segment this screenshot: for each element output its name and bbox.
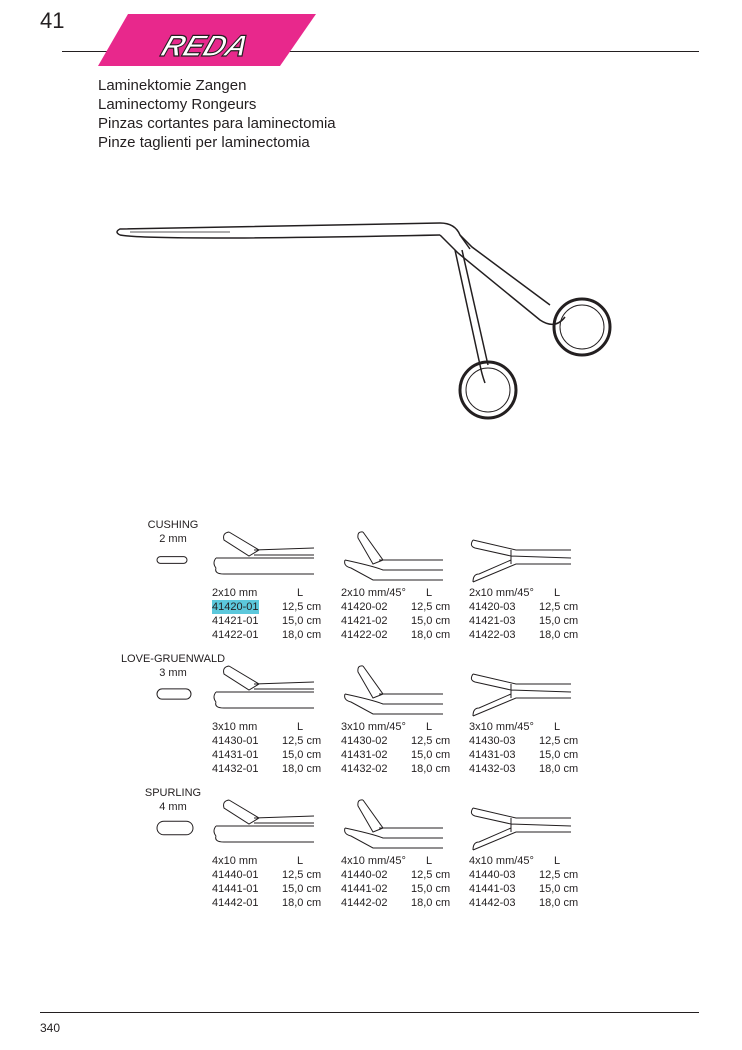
title-english: Laminectomy Rongeurs [98, 96, 257, 113]
length-head: L [554, 855, 561, 867]
title-italian: Pinze taglienti per laminectomia [98, 134, 310, 151]
length-value: 15,0 cm [539, 883, 579, 895]
length-value: 12,5 cm [539, 735, 579, 747]
article-number: 41421-02 [341, 615, 388, 627]
jaw-drawing [343, 530, 447, 586]
column-head: 3x10 mm/45° [469, 721, 534, 733]
article-number: 41430-01 [212, 735, 259, 747]
jaw-drawing [343, 664, 447, 720]
article-number: 41442-02 [341, 897, 388, 909]
length-value: 12,5 cm [282, 869, 322, 881]
length-head: L [426, 587, 433, 599]
column-head: 2x10 mm [212, 587, 258, 599]
article-number: 41430-02 [341, 735, 388, 747]
jaw-drawing [471, 798, 575, 854]
article-number: 41431-02 [341, 749, 388, 761]
length-value: 15,0 cm [539, 749, 579, 761]
length-value: 18,0 cm [411, 763, 451, 775]
title-spanish: Pinzas cortantes para laminectomia [98, 115, 336, 132]
article-number: 41431-03 [469, 749, 516, 761]
article-number: 41441-02 [341, 883, 388, 895]
jaw-drawing [471, 530, 575, 586]
article-number: 41432-03 [469, 763, 516, 775]
section-name: LOVE-GRUENWALD [120, 653, 226, 665]
length-head: L [297, 587, 304, 599]
rongeur-illustration [110, 205, 620, 435]
length-head: L [426, 721, 433, 733]
length-value: 12,5 cm [411, 601, 451, 613]
article-number: 41422-03 [469, 629, 516, 641]
column-head: 4x10 mm/45° [469, 855, 534, 867]
length-head: L [554, 587, 561, 599]
length-head: L [297, 855, 304, 867]
length-value: 12,5 cm [411, 735, 451, 747]
length-value: 15,0 cm [411, 749, 451, 761]
column-head: 4x10 mm [212, 855, 258, 867]
length-value: 18,0 cm [282, 629, 322, 641]
article-number: 41431-01 [212, 749, 259, 761]
length-head: L [554, 721, 561, 733]
jaw-drawing [214, 530, 318, 586]
length-value: 18,0 cm [539, 763, 579, 775]
title-german: Laminektomie Zangen [98, 77, 247, 94]
length-value: 18,0 cm [282, 897, 322, 909]
column-head: 4x10 mm/45° [341, 855, 406, 867]
length-value: 15,0 cm [282, 749, 322, 761]
length-value: 18,0 cm [539, 629, 579, 641]
length-value: 12,5 cm [282, 601, 322, 613]
article-number: 41432-02 [341, 763, 388, 775]
article-number: 41420-01 [212, 601, 259, 613]
article-number: 41430-03 [469, 735, 516, 747]
section-name: CUSHING [147, 519, 199, 531]
article-number: 41420-03 [469, 601, 516, 613]
length-value: 12,5 cm [411, 869, 451, 881]
tip-profile-icon [156, 820, 196, 836]
length-value: 18,0 cm [282, 763, 322, 775]
article-number: 41441-01 [212, 883, 259, 895]
length-value: 12,5 cm [539, 869, 579, 881]
jaw-drawing [214, 798, 318, 854]
length-value: 15,0 cm [411, 883, 451, 895]
article-number: 41440-03 [469, 869, 516, 881]
article-number: 41441-03 [469, 883, 516, 895]
length-head: L [297, 721, 304, 733]
article-number: 41422-02 [341, 629, 388, 641]
tip-profile-icon [156, 552, 196, 568]
article-number: 41422-01 [212, 629, 259, 641]
length-value: 15,0 cm [282, 615, 322, 627]
length-value: 18,0 cm [539, 897, 579, 909]
tip-profile-icon [156, 686, 196, 702]
article-number: 41440-01 [212, 869, 259, 881]
page-number: 340 [40, 1021, 61, 1035]
article-number: 41440-02 [341, 869, 388, 881]
jaw-drawing [343, 798, 447, 854]
section-size: 2 mm [159, 533, 187, 545]
article-number: 41421-01 [212, 615, 259, 627]
column-head: 2x10 mm/45° [341, 587, 406, 599]
length-value: 12,5 cm [539, 601, 579, 613]
column-head: 3x10 mm [212, 721, 258, 733]
article-number: 41442-01 [212, 897, 259, 909]
length-value: 12,5 cm [282, 735, 322, 747]
footer-rule [40, 1012, 699, 1013]
length-value: 18,0 cm [411, 897, 451, 909]
article-number: 41421-03 [469, 615, 516, 627]
article-number: 41442-03 [469, 897, 516, 909]
length-value: 15,0 cm [539, 615, 579, 627]
column-head: 2x10 mm/45° [469, 587, 534, 599]
svg-text:REDA: REDA [156, 28, 255, 63]
section-name: SPURLING [144, 787, 202, 799]
column-head: 3x10 mm/45° [341, 721, 406, 733]
section-size: 4 mm [159, 801, 187, 813]
length-head: L [426, 855, 433, 867]
section-size: 3 mm [159, 667, 187, 679]
length-value: 15,0 cm [282, 883, 322, 895]
length-value: 15,0 cm [411, 615, 451, 627]
jaw-drawing [471, 664, 575, 720]
article-number: 41432-01 [212, 763, 259, 775]
jaw-drawing [214, 664, 318, 720]
article-number: 41420-02 [341, 601, 388, 613]
chapter-number: 41 [40, 8, 65, 33]
length-value: 18,0 cm [411, 629, 451, 641]
reda-logo [98, 14, 316, 66]
